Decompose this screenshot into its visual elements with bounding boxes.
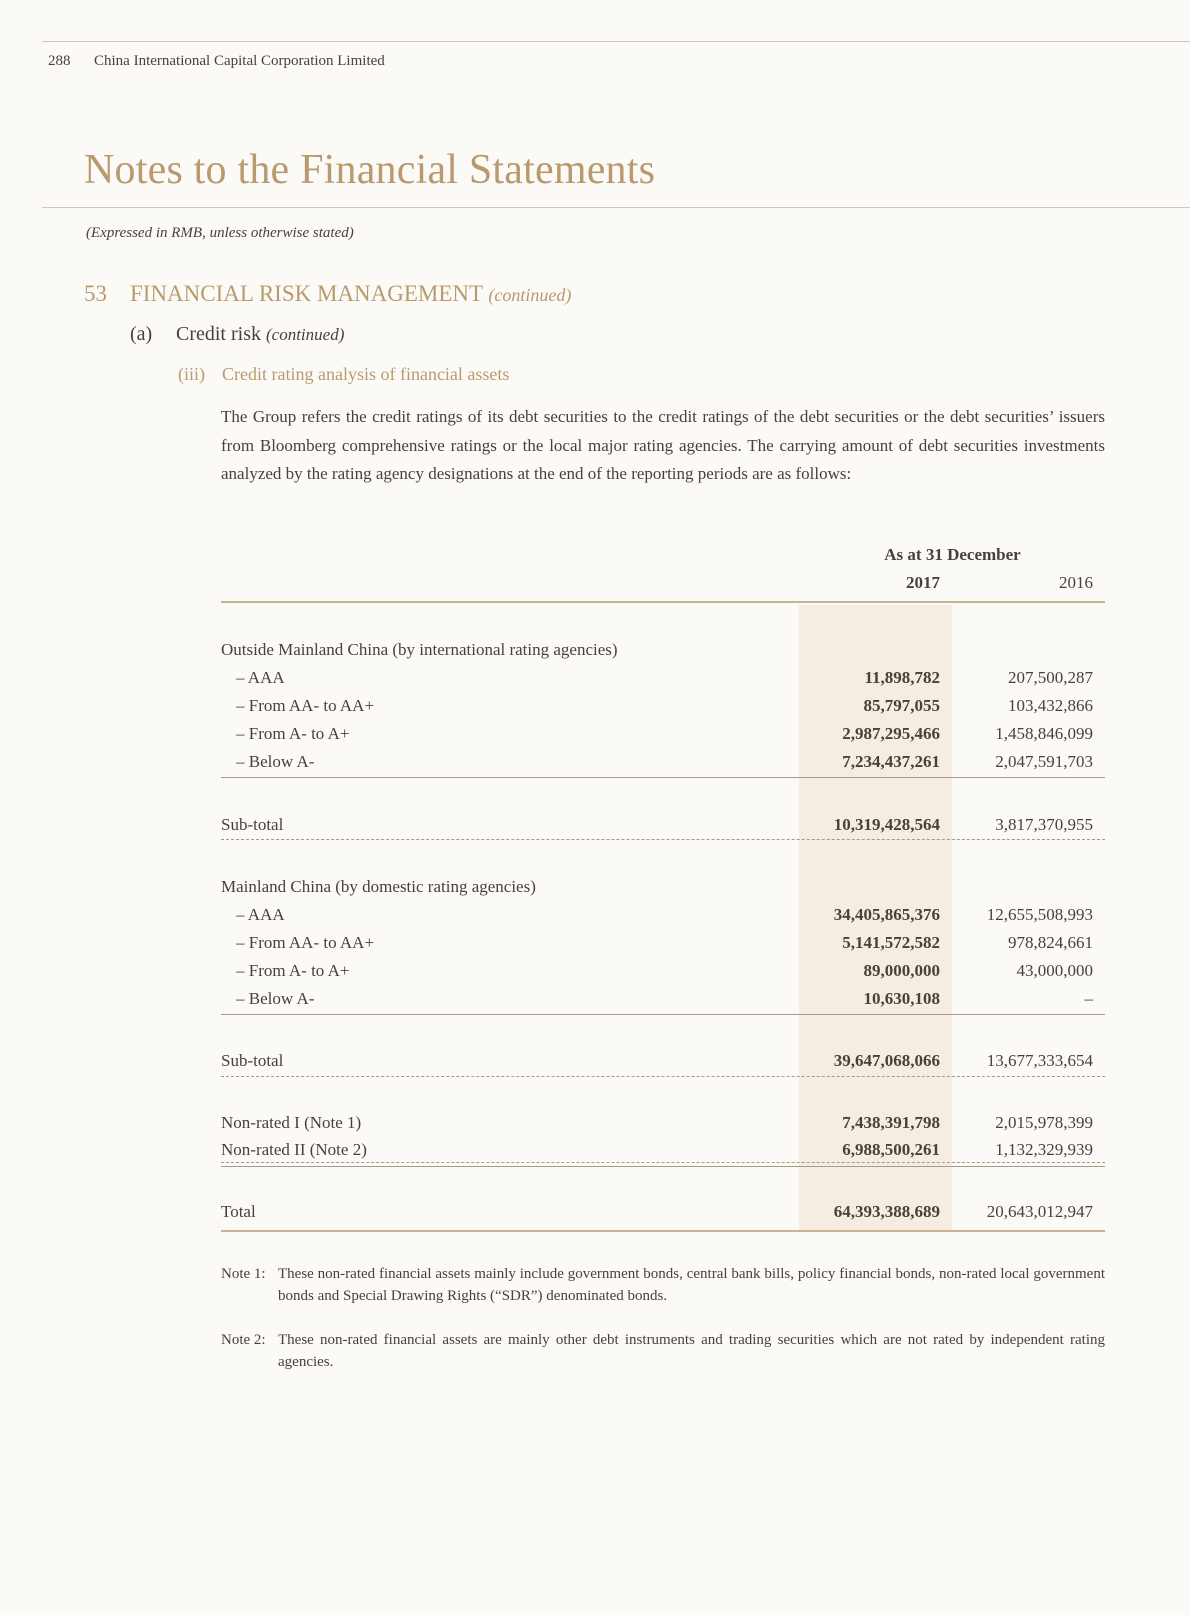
page-header xyxy=(48,53,385,70)
value-2017: 7,234,437,261 xyxy=(842,752,940,771)
table-row xyxy=(221,961,1105,985)
table-row xyxy=(221,905,1105,929)
column-header-2016: 2016 xyxy=(1059,573,1093,592)
value-2016: 13,677,333,654 xyxy=(986,1051,1093,1070)
subtotal-row xyxy=(221,815,1105,839)
row-label: Sub-total xyxy=(221,1051,284,1070)
footnote-2 xyxy=(221,1329,1105,1373)
table-row xyxy=(221,1113,1105,1137)
table-header-rule xyxy=(221,601,1105,603)
subsection-a-continued: (continued) xyxy=(266,325,345,344)
value-2016: 12,655,508,993 xyxy=(986,905,1093,924)
value-2017: 2,987,295,466 xyxy=(842,724,940,743)
row-label: – Below A- xyxy=(236,989,315,1008)
footnote-label: Note 2: xyxy=(221,1332,266,1348)
value-2016: 2,047,591,703 xyxy=(995,752,1093,771)
group-label-text: Outside Mainland China (by international rating agencies) xyxy=(221,640,618,659)
column-header-2017: 2017 xyxy=(906,573,940,592)
value-2016: 103,432,866 xyxy=(1008,696,1093,715)
value-2016: 1,458,846,099 xyxy=(995,724,1093,743)
total-row xyxy=(221,1202,1105,1226)
footnote-text: These non-rated financial assets mainly include government bonds, central bank bills, policy financial bonds, non-rated local government bonds and Special Drawing Rights (“SDR”) denominated bonds. xyxy=(278,1266,1105,1304)
value-2017: 34,405,865,376 xyxy=(833,905,940,924)
row-label: Sub-total xyxy=(221,815,284,834)
table-row xyxy=(221,752,1105,776)
row-rule xyxy=(221,1014,1105,1015)
row-label: – From AA- to AA+ xyxy=(236,696,375,715)
row-label: – From A- to A+ xyxy=(236,961,350,980)
dashed-rule xyxy=(221,839,1105,840)
row-label: – From A- to A+ xyxy=(236,724,350,743)
table-header-date: As at 31 December xyxy=(884,545,1021,564)
section-title: FINANCIAL RISK MANAGEMENT xyxy=(130,281,483,306)
value-2017: 64,393,388,689 xyxy=(833,1202,940,1221)
top-rule xyxy=(42,41,1190,42)
subsection-a-number: (a) xyxy=(130,323,153,345)
dashed-rule xyxy=(221,1076,1105,1077)
row-label: – Below A- xyxy=(236,752,315,771)
group-label-text: Mainland China (by domestic rating agencies) xyxy=(221,877,536,896)
subsection-iii-number: (iii) xyxy=(178,364,205,384)
value-2017: 5,141,572,582 xyxy=(842,933,940,952)
value-2016: 43,000,000 xyxy=(1016,961,1093,980)
title-rule xyxy=(42,207,1190,208)
value-2017: 11,898,782 xyxy=(864,668,940,687)
section-continued: (continued) xyxy=(488,285,572,305)
value-2016: – xyxy=(1084,989,1093,1008)
value-2016: 207,500,287 xyxy=(1008,668,1093,687)
footnote-text: These non-rated financial assets are mainly other debt instruments and trading securities which are not rated by independent rating agencies. xyxy=(278,1332,1105,1370)
table-row xyxy=(221,989,1105,1013)
value-2017: 89,000,000 xyxy=(863,961,940,980)
value-2017: 10,630,108 xyxy=(863,989,940,1008)
value-2017: 10,319,428,564 xyxy=(833,815,940,834)
subsection-iii-title: Credit rating analysis of financial assets xyxy=(222,364,510,384)
subsection-iii-heading xyxy=(178,364,509,385)
row-label: – From AA- to AA+ xyxy=(236,933,375,952)
subsection-a-title: Credit risk xyxy=(176,323,261,345)
subsection-a-heading xyxy=(130,323,344,346)
row-rule xyxy=(221,777,1105,778)
value-2016: 978,824,661 xyxy=(1008,933,1093,952)
footnote-1 xyxy=(221,1263,1105,1307)
value-2017: 39,647,068,066 xyxy=(833,1051,940,1070)
value-2017: 6,988,500,261 xyxy=(842,1140,940,1159)
page-number: 288 xyxy=(48,53,71,69)
dashed-rule xyxy=(221,1162,1105,1163)
subtotal-row xyxy=(221,1051,1105,1075)
value-2017: 85,797,055 xyxy=(863,696,940,715)
table-row xyxy=(221,1140,1105,1164)
section-heading xyxy=(84,281,571,307)
table-row xyxy=(221,668,1105,692)
value-2016: 3,817,370,955 xyxy=(995,815,1093,834)
row-label: – AAA xyxy=(236,668,285,687)
company-name: China International Capital Corporation Limited xyxy=(94,53,385,69)
group-label-outside xyxy=(221,640,1105,664)
group-label-mainland xyxy=(221,877,1105,901)
footnote-label: Note 1: xyxy=(221,1266,266,1282)
value-2016: 2,015,978,399 xyxy=(995,1113,1093,1132)
row-label: Total xyxy=(221,1202,256,1221)
table-row xyxy=(221,696,1105,720)
table-row xyxy=(221,724,1105,748)
intro-paragraph: The Group refers the credit ratings of its debt securities to the credit ratings of the debt securities or the debt securities’ issuers from Bloomberg comprehensive ratings or the local major rating agencies. The carrying amount of debt securities investments analyzed by the rating agency designations at the end of the reporting periods are as follows: xyxy=(221,407,1105,483)
section-number: 53 xyxy=(84,281,107,306)
page-title: Notes to the Financial Statements xyxy=(84,147,656,193)
table-row xyxy=(221,933,1105,957)
currency-note: (Expressed in RMB, unless otherwise stated) xyxy=(86,225,354,241)
value-2016: 20,643,012,947 xyxy=(986,1202,1093,1221)
row-label: Non-rated I (Note 1) xyxy=(221,1113,362,1132)
row-label: Non-rated II (Note 2) xyxy=(221,1140,367,1159)
row-label: – AAA xyxy=(236,905,285,924)
row-rule xyxy=(221,1166,1105,1167)
total-rule xyxy=(221,1230,1105,1232)
value-2016: 1,132,329,939 xyxy=(995,1140,1093,1159)
value-2017: 7,438,391,798 xyxy=(842,1113,940,1132)
